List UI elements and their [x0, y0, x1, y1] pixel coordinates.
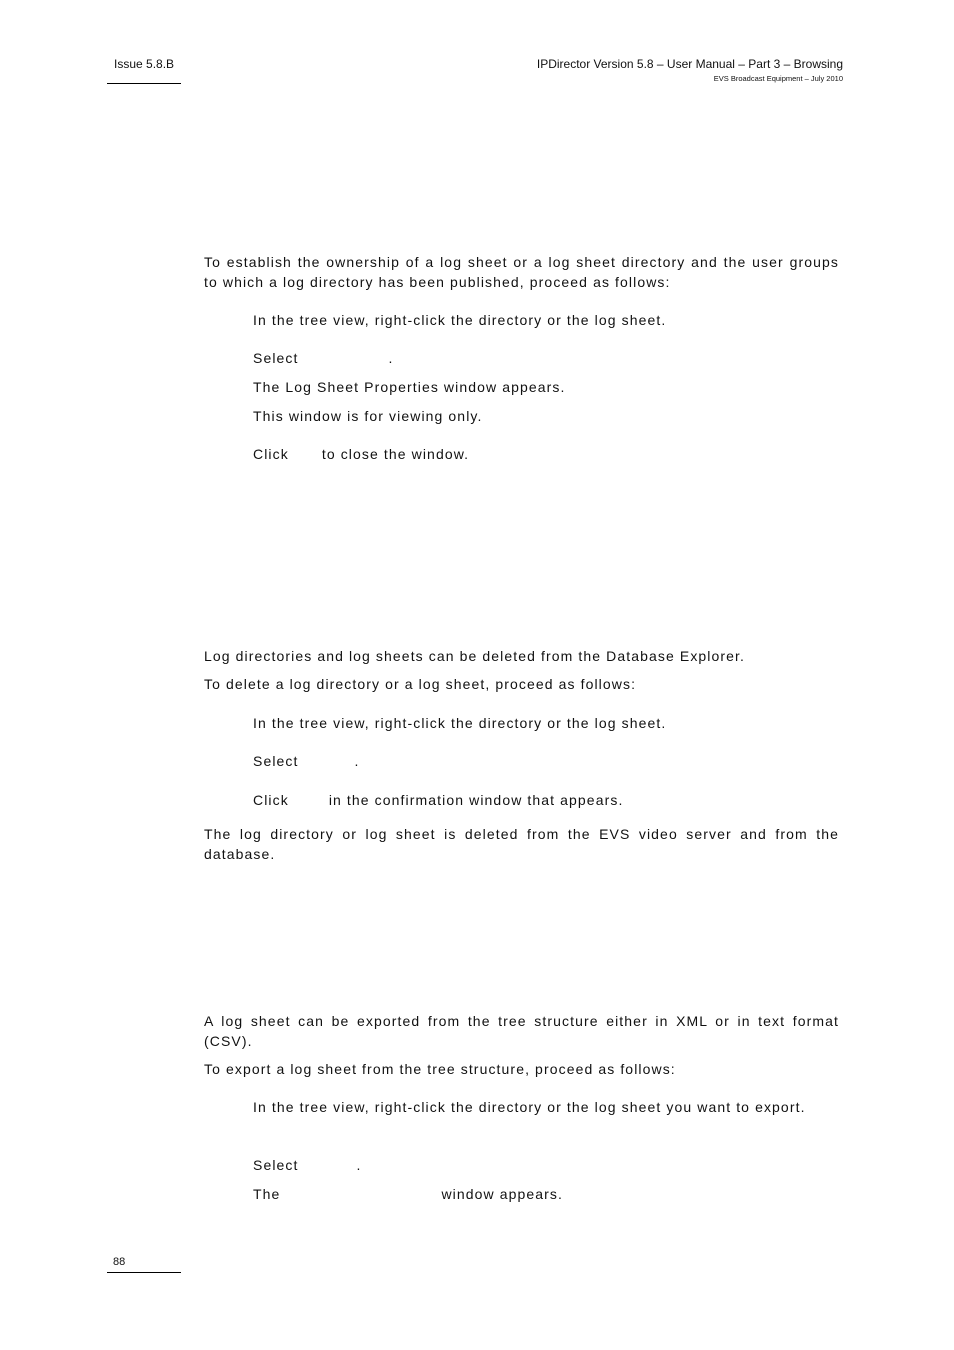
- properties-result-2: This window is for viewing only.: [253, 408, 483, 424]
- properties-step-3-prefix: Click: [253, 446, 289, 462]
- delete-step-3-prefix: Click: [253, 792, 289, 808]
- header-issue: Issue 5.8.B: [114, 57, 175, 71]
- properties-step-2-prefix: Select: [253, 350, 299, 366]
- delete-intro-1: Log directories and log sheets can be deleted from the Database Explorer.: [204, 648, 746, 664]
- delete-step-3: [253, 790, 623, 810]
- delete-step-2-suffix: .: [354, 753, 360, 769]
- delete-result: The log directory or log sheet is deleted from the EVS video server and from the database.: [204, 826, 839, 862]
- delete-step-1: In the tree view, right-click the directory or the log sheet.: [253, 715, 667, 731]
- footer-divider: [107, 1272, 181, 1273]
- page-number: 88: [113, 1256, 126, 1268]
- export-step-2-suffix: .: [356, 1157, 362, 1173]
- export-result-prefix: The: [253, 1186, 281, 1202]
- export-result: [253, 1184, 563, 1204]
- export-intro-2: To export a log sheet from the tree structure, proceed as follows:: [204, 1061, 676, 1077]
- properties-step-2: [253, 348, 394, 368]
- delete-step-2: [253, 751, 360, 771]
- export-step-1: In the tree view, right-click the directory or the log sheet you want to export.: [253, 1099, 806, 1115]
- properties-step-3-suffix: to close the window.: [321, 446, 470, 462]
- delete-intro-2: To delete a log directory or a log sheet, proceed as follows:: [204, 676, 637, 692]
- export-step-2-prefix: Select: [253, 1157, 299, 1173]
- properties-result-1: The Log Sheet Properties window appears.: [253, 379, 566, 395]
- header-subtitle: EVS Broadcast Equipment – July 2010: [713, 74, 843, 83]
- properties-intro: To establish the ownership of a log sheet or a log sheet directory and the user groups to which a log directory has been published, proceed as follows:: [204, 254, 839, 290]
- export-intro-1: A log sheet can be exported from the tree structure either in XML or in text format (CSV).: [204, 1013, 839, 1049]
- export-result-suffix: window appears.: [441, 1186, 563, 1202]
- header-divider: [107, 83, 181, 84]
- properties-step-2-suffix: .: [388, 350, 394, 366]
- properties-step-1: In the tree view, right-click the directory or the log sheet.: [253, 312, 667, 328]
- export-step-2: [253, 1155, 362, 1175]
- delete-step-2-prefix: Select: [253, 753, 299, 769]
- delete-step-3-suffix: in the confirmation window that appears.: [328, 792, 624, 808]
- properties-step-3: [253, 444, 469, 464]
- header-title: IPDirector Version 5.8 – User Manual – Part 3 – Browsing: [536, 57, 843, 71]
